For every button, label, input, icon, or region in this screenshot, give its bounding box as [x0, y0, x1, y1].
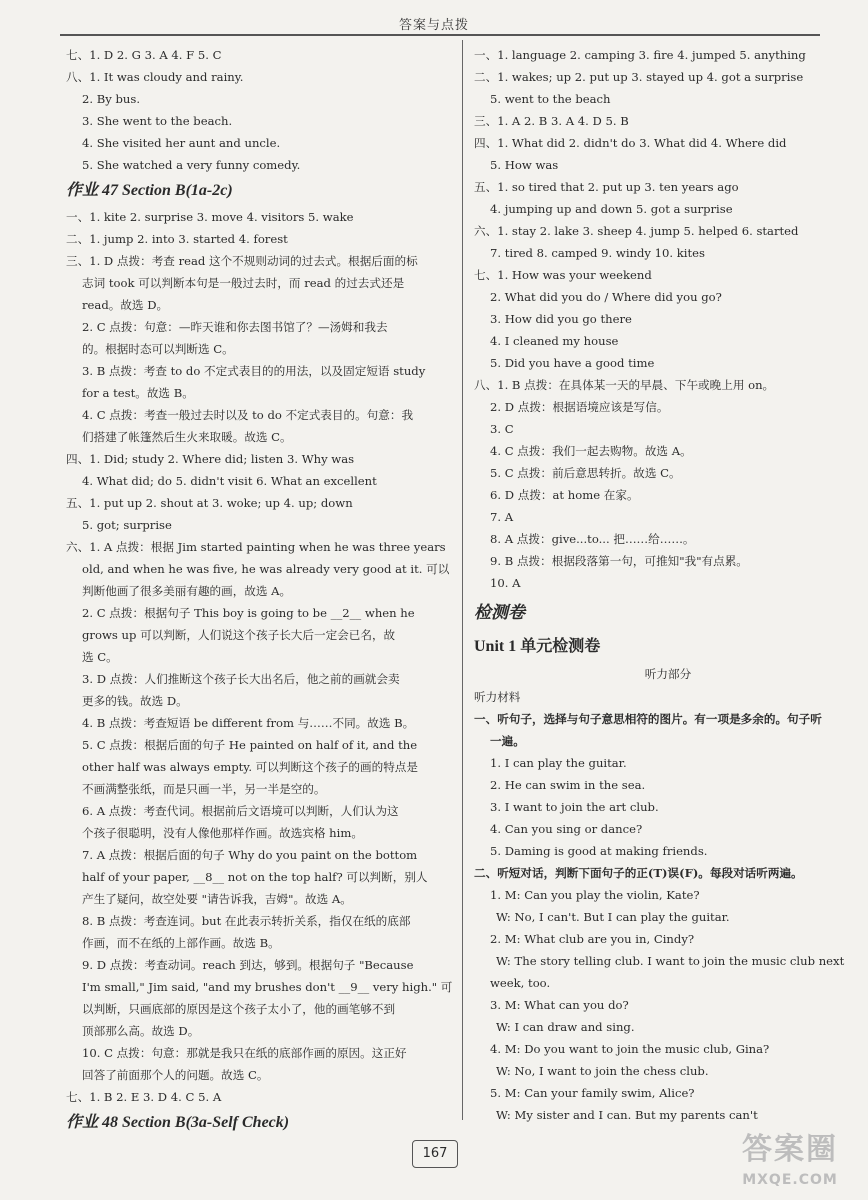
answer-line: week, too.: [490, 976, 551, 990]
answer-line: 四、1. What did 2. didn't do 3. What did 4. Where did: [474, 136, 787, 150]
answer-line: grows up 可以判断，人们说这个孩子长大后一定会已名，故: [82, 628, 396, 642]
answer-line: 3. She went to the beach.: [82, 114, 233, 128]
answer-line: 3. B 点拨：考查 to do 不定式表目的的用法，以及固定短语 study: [82, 364, 426, 378]
answer-line: I'm small," Jim said, "and my brushes don't __9__ very high." 可: [82, 980, 453, 994]
answer-line: 4. C 点拨：我们一起去购物。故选 A。: [490, 444, 692, 458]
answer-line: 4. She visited her aunt and uncle.: [82, 136, 281, 150]
subsection-title: 听力部分: [644, 667, 692, 681]
answer-line: 八、1. It was cloudy and rainy.: [66, 70, 244, 84]
answer-line: 4. B 点拨：考查短语 be different from 与……不同。故选 B。: [82, 716, 415, 730]
answer-line: 8. A 点拨：give...to... 把……给……。: [490, 532, 695, 546]
answer-line: 9. D 点拨：考查动词。reach 到达，够到。根据句子 "Because: [82, 958, 414, 972]
answer-line: 听力材料: [474, 690, 521, 704]
answer-line: 5. How was: [490, 158, 559, 172]
answer-line: 们搭建了帐篷然后生火来取暖。故选 C。: [82, 430, 292, 444]
answer-line: for a test。故选 B。: [82, 386, 194, 400]
answer-line: 一、1. language 2. camping 3. fire 4. jumped 5. anything: [474, 48, 806, 62]
answer-line: 二、1. jump 2. into 3. started 4. forest: [66, 232, 288, 246]
answer-line: W: I can draw and sing.: [496, 1020, 635, 1034]
answer-line: 个孩子很聪明，没有人像他那样作画。故选宾格 him。: [82, 826, 363, 840]
answer-line: 5. Daming is good at making friends.: [490, 844, 708, 858]
answer-line: W: The story telling club. I want to join the music club next: [496, 954, 845, 968]
answer-line: 7. A 点拨：根据后面的句子 Why do you paint on the bottom: [82, 848, 418, 862]
answer-line: 2. M: What club are you in, Cindy?: [490, 932, 695, 946]
answer-line: 5. Did you have a good time: [490, 356, 655, 370]
answer-line: 4. What did; do 5. didn't visit 6. What an excellent: [82, 474, 377, 488]
answer-line: 三、1. A 2. B 3. A 4. D 5. B: [474, 114, 629, 128]
page-number: 167: [412, 1140, 458, 1168]
answer-line: 七、1. How was your weekend: [474, 268, 652, 282]
answer-line: 回答了前面那个人的问题。故选 C。: [82, 1068, 269, 1082]
answer-line: 6. D 点拨：at home 在家。: [490, 488, 639, 502]
answer-line: 七、1. D 2. G 3. A 4. F 5. C: [66, 48, 222, 62]
unit-heading: Unit 1 单元检测卷: [474, 638, 601, 655]
answer-line: 选 C。: [82, 650, 118, 664]
answer-line: 3. M: What can you do?: [490, 998, 629, 1012]
answer-line: 三、1. D 点拨：考查 read 这个不规则动词的过去式。根据后面的标: [66, 254, 418, 268]
answer-line: 一遍。: [490, 734, 525, 748]
answer-line: 4. I cleaned my house: [490, 334, 619, 348]
answer-line: read。故选 D。: [82, 298, 169, 312]
watermark-top-text: 答案圈: [742, 1132, 838, 1167]
answer-line: 4. C 点拨：考查一般过去时以及 to do 不定式表目的。句意：我: [82, 408, 414, 422]
answer-line: 产生了疑问，故空处要 "请告诉我，吉姆"。故选 A。: [82, 892, 352, 906]
answer-line: 3. I want to join the art club.: [490, 800, 659, 814]
answer-line: 4. jumping up and down 5. got a surprise: [490, 202, 733, 216]
answer-line: 3. D 点拨：人们推断这个孩子长大出名后，他之前的画就会卖: [82, 672, 400, 686]
answer-line: 判断他画了很多美丽有趣的画，故选 A。: [82, 584, 292, 598]
answer-line: old, and when he was five, he was already very good at it. 可以: [82, 562, 450, 576]
answer-line: 4. M: Do you want to join the music club, Gina?: [490, 1042, 770, 1056]
answer-line: other half was always empty. 可以判断这个孩子的画的特点是: [82, 760, 418, 774]
section-heading: 检测卷: [474, 603, 525, 622]
answer-line: 5. She watched a very funny comedy.: [82, 158, 301, 172]
answer-line: 四、1. Did; study 2. Where did; listen 3. Why was: [66, 452, 355, 466]
answer-line: 5. C 点拨：前后意思转折。故选 C。: [490, 466, 681, 480]
section-heading: 作业 48 Section B(3a-Self Check): [66, 1114, 290, 1131]
answer-line: 9. B 点拨：根据段落第一句，可推知"我"有点累。: [490, 554, 748, 568]
answer-line: 一、听句子，选择与句子意思相符的图片。有一项是多余的。句子听: [474, 712, 822, 726]
column-divider: [462, 40, 463, 1120]
watermark-bottom-text: MXQE.COM: [742, 1172, 838, 1188]
answer-line: 2. He can swim in the sea.: [490, 778, 646, 792]
answer-line: 二、听短对话，判断下面句子的正(T)误(F)。每段对话听两遍。: [474, 866, 803, 880]
answer-line: 10. C 点拨：句意：那就是我只在纸的底部作画的原因。这正好: [82, 1046, 407, 1060]
answer-line: 8. B 点拨：考查连词。but 在此表示转折关系，指仅在纸的底部: [82, 914, 411, 928]
answer-line: 3. C: [490, 422, 514, 436]
answer-line: 志词 took 可以判断本句是一般过去时，而 read 的过去式还是: [82, 276, 405, 290]
answer-line: 以判断，只画底部的原因是这个孩子太小了，他的画笔够不到: [82, 1002, 396, 1016]
answer-line: 2. By bus.: [82, 92, 141, 106]
answer-line: 六、1. A 点拨：根据 Jim started painting when he was three years: [66, 540, 446, 554]
answer-line: 二、1. wakes; up 2. put up 3. stayed up 4. got a surprise: [474, 70, 804, 84]
answer-line: 5. M: Can your family swim, Alice?: [490, 1086, 695, 1100]
answer-line: 6. A 点拨：考查代词。根据前后文语境可以判断，人们认为这: [82, 804, 399, 818]
answer-line: 5. went to the beach: [490, 92, 611, 106]
answer-line: 1. M: Can you play the violin, Kate?: [490, 888, 700, 902]
answer-line: 不画满整张纸，而是只画一半，另一半是空的。: [82, 782, 326, 796]
answer-line: W: My sister and I can. But my parents can't: [496, 1108, 758, 1122]
answer-line: 5. got; surprise: [82, 518, 172, 532]
answer-line: 7. A: [490, 510, 514, 524]
answer-line: 7. tired 8. camped 9. windy 10. kites: [490, 246, 705, 260]
answer-line: 4. Can you sing or dance?: [490, 822, 643, 836]
answer-line: W: No, I want to join the chess club.: [496, 1064, 709, 1078]
answer-line: 顶部那么高。故选 D。: [82, 1024, 200, 1038]
watermark-logo: [720, 1130, 860, 1196]
answer-line: 一、1. kite 2. surprise 3. move 4. visitors 5. wake: [66, 210, 354, 224]
answer-line: 更多的钱。故选 D。: [82, 694, 188, 708]
answer-line: 五、1. put up 2. shout at 3. woke; up 4. up; down: [66, 496, 353, 510]
answer-line: 的。根据时态可以判断选 C。: [82, 342, 234, 356]
answer-line: 2. D 点拨：根据语境应该是写信。: [490, 400, 669, 414]
answer-line: W: No, I can't. But I can play the guitar.: [496, 910, 730, 924]
answer-line: 5. C 点拨：根据后面的句子 He painted on half of it, and the: [82, 738, 418, 752]
header-title: 答案与点拨: [398, 18, 469, 33]
right-column: [474, 44, 862, 1126]
answer-line: 10. A: [490, 576, 521, 590]
answer-line: 作画，而不在纸的上部作画。故选 B。: [82, 936, 280, 950]
section-heading: 作业 47 Section B(1a-2c): [66, 182, 233, 199]
answer-line: half of your paper, __8__ not on the top half? 可以判断，别人: [82, 870, 428, 884]
answer-line: 五、1. so tired that 2. put up 3. ten years ago: [474, 180, 739, 194]
answer-line: 八、1. B 点拨：在具体某一天的早晨、下午或晚上用 on。: [474, 378, 775, 392]
answer-line: 七、1. B 2. E 3. D 4. C 5. A: [66, 1090, 222, 1104]
answer-line: 2. C 点拨：句意：—昨天谁和你去图书馆了？—汤姆和我去: [82, 320, 388, 334]
left-column: [66, 44, 456, 1138]
answer-line: 2. C 点拨：根据句子 This boy is going to be __2__ when he: [82, 606, 415, 620]
answer-line: 1. I can play the guitar.: [490, 756, 627, 770]
answer-line: 3. How did you go there: [490, 312, 632, 326]
answer-line: 六、1. stay 2. lake 3. sheep 4. jump 5. helped 6. started: [474, 224, 799, 238]
answer-line: 2. What did you do / Where did you go?: [490, 290, 722, 304]
header-rule: [60, 34, 820, 36]
